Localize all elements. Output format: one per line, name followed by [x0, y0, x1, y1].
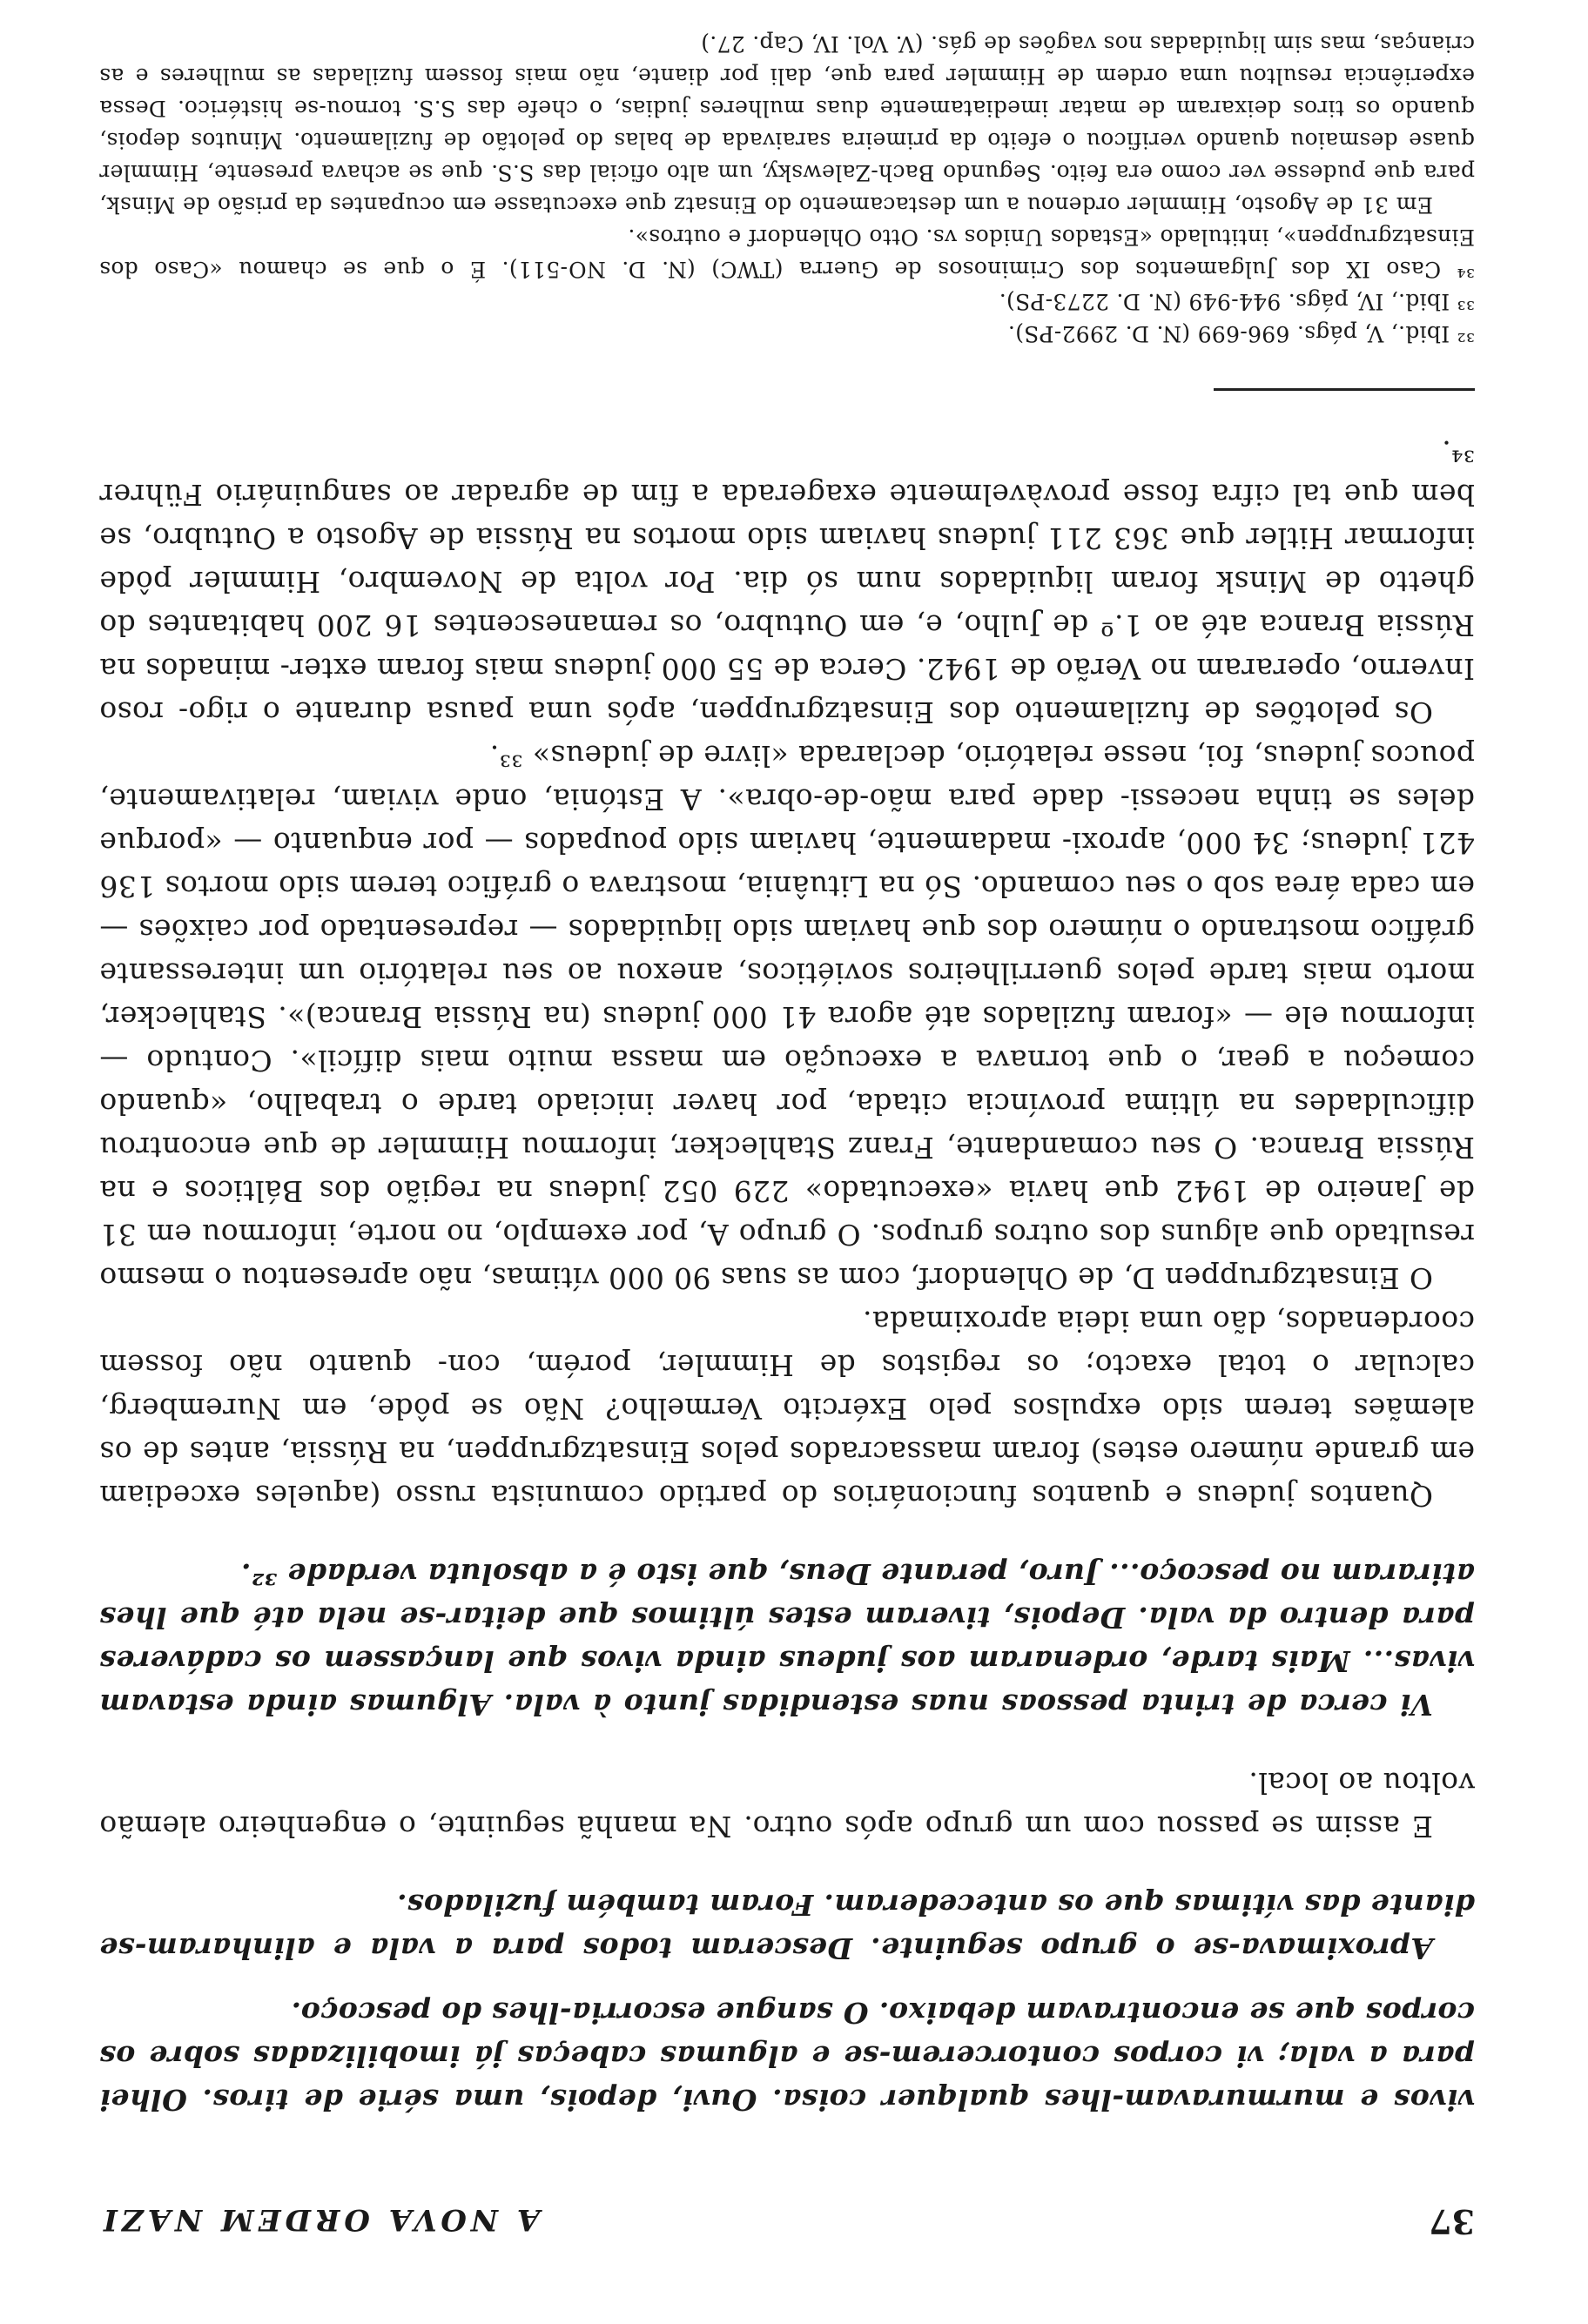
footnote-32: ³² Ibid., V, págs. 696-699 (N. D. 2992-PS). [1007, 321, 1475, 346]
footnote-34-continuation: Em 31 de Agosto, Himmler ordenou a um destacamento do Einsatz que executasse em ocupantes da prisão de Minsk, para que pudesse ver como era feito. Segundo Bach-Zalewsky, um alto oficial das S.S. que se achava presente, Himmler quase desmaiou quando verificou o efeito da primeira saraivada de balas do pelotão de fuzilamento. Minutos depois, quando os tiros deixaram de matar imediatamente duas mulheres judias, o chefe das S.S. tornou-se histérico. Dessa experiência resultou uma ordem de Himmler para que, dali por diante, não mais fossem fuziladas as mulheres e as crianças, mas sim liquidadas nos vagões de gás. (V. Vol. IV, Cap. 27.) [99, 31, 1475, 218]
body-paragraph-4: Os pelotões de fuzilamento dos Einsatzgruppen, após uma pausa durante o rigo- roso Inverno, operaram no Verão de 1942. Cerca de 55 000 judeus mais foram exter- minados na Rússia Branca até ao 1.º de Julho, e, em Outubro, os remanescentes 16 200 habitantes do ghetto de Minsk foram liquidados num só dia. Por volta de Novembro, Himmler pôde informar Hitler que 363 211 judeus haviam sido mortos na Rússia de Agosto a Outubro, se bem que tal cifra fosse provàvelmente exagerada a fim de agradar ao sanguinário Führer ³⁴. [99, 434, 1475, 729]
footnote-34: ³⁴ Caso IX dos Julgamentos dos Criminosos de Guerra (TWC) (N. D. NO-511). É o que se chamou «Caso dos Einsatzgruppen», intitulado «Estados Unidos vs. Otto Ohlendorf e outros». [99, 225, 1475, 282]
quote-paragraph-2: Aproximava-se o grupo seguinte. Desceram todos para a vala e alinharam-se diante das vítimas que os antecederam. Foram também fuzilados. [99, 1888, 1475, 1965]
quote-paragraph-3: Vi cerca de trinta pessoas nuas estendidas junto à vala. Algumas ainda estavam vivas... Mais tarde, ordenaram aos judeus ainda vivos que lançassem os cadáveres para dentro da vala. Depois, tiveram estes últimos que deitar-se nela até que lhes atiraram no pescoço... Juro, perante Deus, que isto é a absoluta verdade ³². [99, 1557, 1475, 1722]
body-paragraph-3: O Einsatzgruppen D, de Ohlendorf, com as suas 90 000 vítimas, não apresentou o mesmo resultado que alguns dos outros grupos. O grupo A, por exemplo, no norte, informou em 31 de Janeiro de 1942 que havia «executado» 229 052 judeus na região dos Bálticos e na Rússia Branca. O seu comandante, Franz Stahlecker, informou Himmler de que encontrou dificuldades na última província citada, por haver iniciado tarde o trabalho, «quando começou a gear, o que tornava a execução em massa muito mais difícil». Contudo — informou ele — «foram fuzilados até agora 41 000 judeus (na Rússia Branca)». Stahlecker, morto mais tarde pelos guerrilheiros soviéticos, anexou ao seu relatório um interessante gráfico mostrando o número dos que haviam sido liquidados — representado por caixões — em cada área sob o seu comando. Só na Lituânia, mostrava o gráfico terem sido mortos 136 421 judeus; 34 000, aproxi- madamente, haviam sido poupados — por enquanto — «porque deles se tinha necessi- dade para mão-de-obra». A Estónia, onde viviam, relativamente, poucos judeus, foi, nesse relatório, declarada «livre de judeus» ³³. [99, 739, 1475, 1295]
running-title: A NOVA ORDEM NAZI [99, 2202, 541, 2237]
page-number: 37 [1429, 2202, 1475, 2241]
footnote-rule [1214, 388, 1475, 391]
running-head [99, 2189, 1475, 2241]
footnote-33: ³³ Ibid., IV, págs. 944-949 (N. D. 2273-PS). [999, 289, 1475, 314]
page-content [99, 28, 1475, 2241]
body-paragraph-2: Quantos judeus e quantos funcionários do partido comunista russo (aqueles excediam em grande número estes) foram massacrados pelos Einsatzgruppen, na Rússia, antes de os alemães terem sido expulsos pelo Exército Vermelho? Não se pôde, em Nuremberg, calcular o total exacto; os registos de Himmler, porém, con- quanto não fossem coordenados, dão uma ideia aproximada. [99, 1305, 1475, 1513]
quote-paragraph-1: vivos e murmuravam-lhes qualquer coisa. Ouvi, depois, uma série de tiros. Olhei para a vala; vi corpos contorcerem-se e algumas cabeças já imobilizadas sobre os corpos que se encontravam debaixo. O sangue escorria-lhes do pescoço. [99, 1996, 1475, 2117]
body-paragraph-1: E assim se passou com um grupo após outro. Na manhã seguinte, o engenheiro alemão voltou ao local. [99, 1766, 1475, 1844]
